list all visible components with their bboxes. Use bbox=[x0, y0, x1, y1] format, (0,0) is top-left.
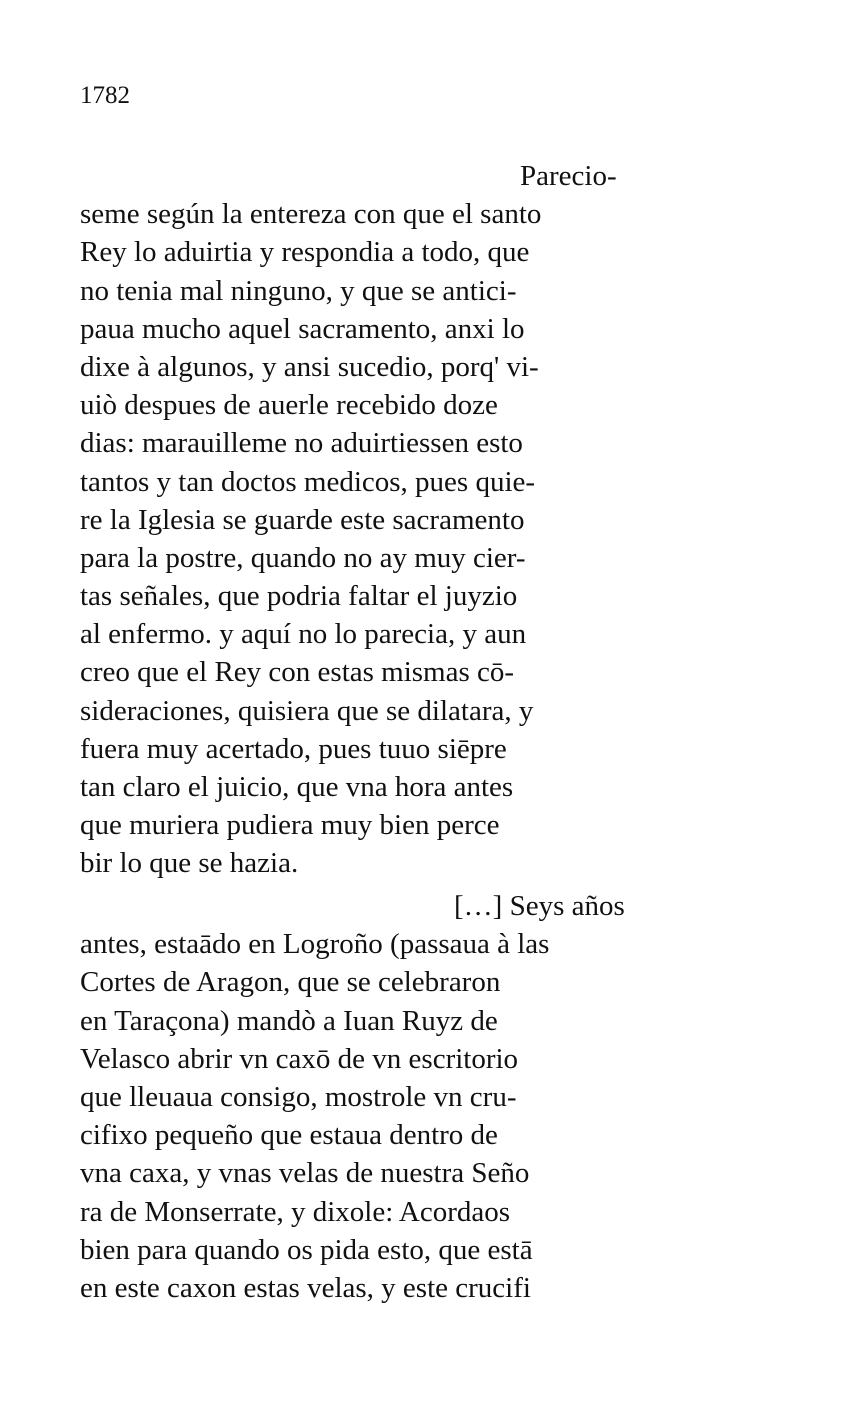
text-line: creo que el Rey con estas mismas cō- bbox=[80, 656, 515, 689]
text-line: cifixo pequeño que estaua dentro de bbox=[80, 1119, 498, 1152]
text-line: Rey lo aduirtia y respondia a todo, que bbox=[80, 236, 530, 269]
text-line: bir lo que se hazia. bbox=[80, 847, 299, 880]
text-line: tas señales, que podria faltar el juyzio bbox=[80, 580, 518, 613]
text-line: no tenia mal ninguno, y que se antici- bbox=[80, 274, 517, 307]
text-line: sideraciones, quisiera que se dilatara, y bbox=[80, 694, 534, 727]
text-line: en este caxon estas velas, y este crucifi bbox=[80, 1271, 531, 1304]
text-line: seme según la entereza con que el santo bbox=[80, 198, 542, 231]
text-line: para la postre, quando no ay muy cier- bbox=[80, 541, 526, 574]
text-line: paua mucho aquel sacramento, anxi lo bbox=[80, 312, 525, 345]
text-line: […] Seys años bbox=[454, 890, 625, 922]
text-line: que lleuaua consigo, mostrole vn cru- bbox=[80, 1080, 517, 1113]
text-line: tantos y tan doctos medicos, pues quie- bbox=[80, 465, 536, 498]
text-line: dixe à algunos, y ansi sucedio, porq' vi- bbox=[80, 350, 539, 383]
text-line: vna caxa, y vnas velas de nuestra Seño bbox=[80, 1157, 530, 1190]
text-line: en Taraçona) mandò a Iuan Ruyz de bbox=[80, 1004, 498, 1037]
text-line: Parecio- bbox=[520, 160, 617, 192]
text-line: al enfermo. y aquí no lo parecia, y aun bbox=[80, 618, 527, 651]
text-line: antes, estaādo en Logroño (passaua à las bbox=[80, 928, 550, 961]
text-line: bien para quando os pida esto, que estā bbox=[80, 1233, 533, 1266]
text-line: Cortes de Aragon, que se celebraron bbox=[80, 966, 501, 999]
text-line: ra de Monserrate, y dixole: Acordaos bbox=[80, 1195, 511, 1228]
page-number: 1782 bbox=[80, 82, 130, 109]
text-line: Velasco abrir vn caxō de vn escritorio bbox=[80, 1042, 519, 1075]
text-line: dias: marauilleme no aduirtiessen esto bbox=[80, 427, 523, 460]
text-line: tan claro el juicio, que vna hora antes bbox=[80, 771, 514, 803]
paragraph-1 bbox=[80, 157, 680, 883]
text-line: re la Iglesia se guarde este sacramento bbox=[80, 503, 525, 536]
paragraph-2 bbox=[80, 887, 680, 1307]
text-line: que muriera pudiera muy bien perce bbox=[80, 809, 500, 842]
text-line: uiò despues de auerle recebido doze bbox=[80, 389, 498, 422]
text-line: fuera muy acertado, pues tuuo siēpre bbox=[80, 732, 507, 765]
